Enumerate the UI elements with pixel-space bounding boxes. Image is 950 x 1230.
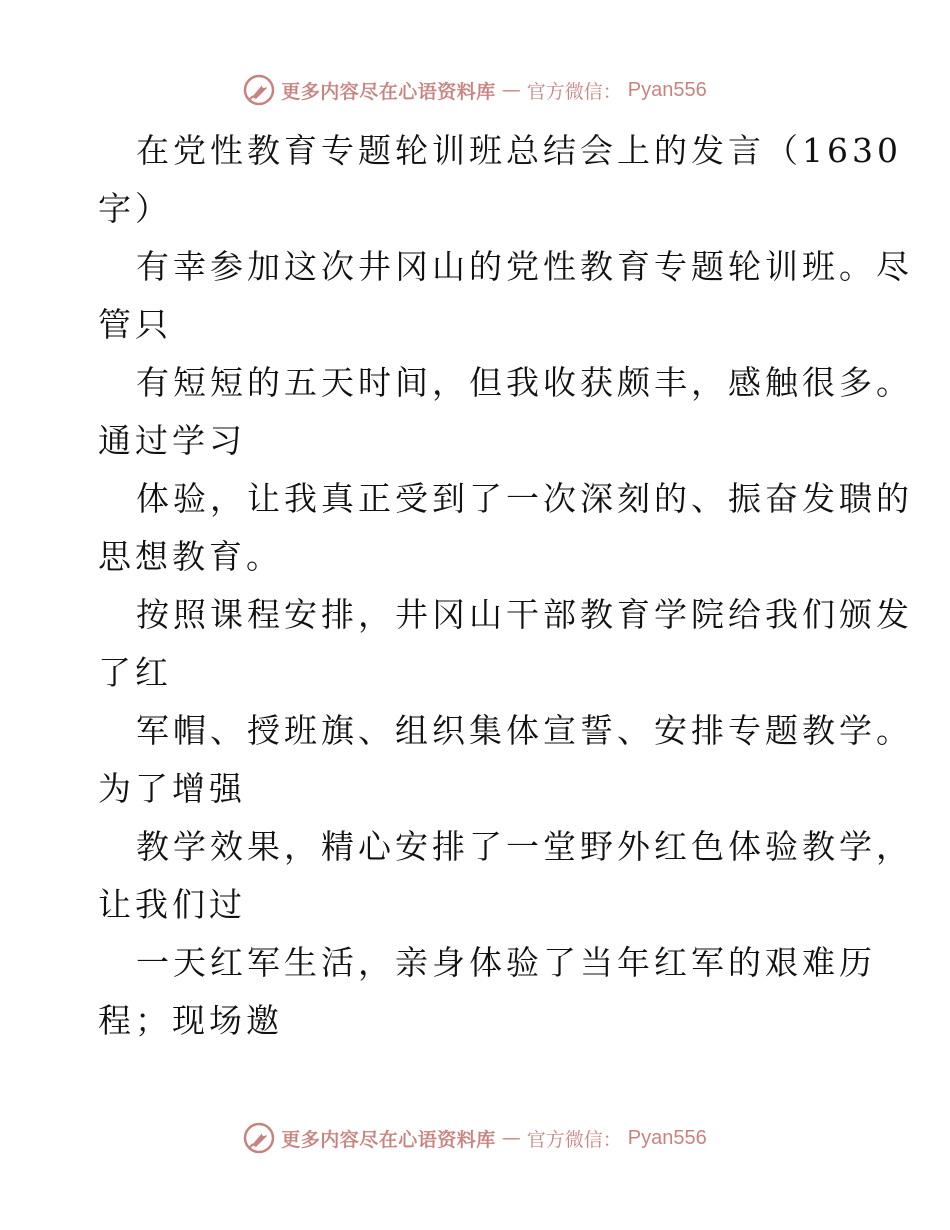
watermark-text: 更多内容尽在心语资料库 (281, 1128, 496, 1151)
document-line: 字） (98, 189, 172, 228)
document-line: 有幸参加这次井冈山的党性教育专题轮训班。尽 (136, 247, 913, 286)
pen-nib-logo-icon (243, 1122, 275, 1154)
watermark-separator: — (501, 1127, 521, 1149)
document-line: 按照课程安排，井冈山干部教育学院给我们颁发 (136, 595, 913, 634)
document-line: 体验，让我真正受到了一次深刻的、振奋发聩的 (136, 479, 913, 518)
document-line: 为了增强 (98, 769, 246, 808)
document-body (98, 122, 913, 1050)
watermark-wechat-label: 官方微信： (526, 80, 622, 103)
document-line: 有短短的五天时间，但我收获颇丰，感触很多。 (136, 363, 913, 402)
watermark-separator: — (501, 79, 521, 101)
document-line: 军帽、授班旗、组织集体宣誓、安排专题教学。 (136, 711, 913, 750)
watermark-text: 更多内容尽在心语资料库 (281, 80, 496, 103)
document-line: 教学效果，精心安排了一堂野外红色体验教学， (136, 827, 913, 866)
watermark-wechat-label: 官方微信： (526, 1128, 622, 1151)
document-line: 让我们过 (98, 885, 246, 924)
document-line: 了红 (98, 653, 172, 692)
footer-watermark (0, 1118, 950, 1158)
document-line: 通过学习 (98, 421, 246, 460)
document-line: 一天红军生活，亲身体验了当年红军的艰难历 (136, 943, 876, 982)
document-line: 管只 (98, 305, 172, 344)
watermark-wechat-id: Pyan556 (627, 78, 707, 101)
document-line: 程；现场邀 (98, 1001, 283, 1040)
document-line: 在党性教育专题轮训班总结会上的发言（1630 (136, 131, 902, 170)
watermark-wechat-id: Pyan556 (627, 1126, 707, 1149)
pen-nib-logo-icon (243, 74, 275, 106)
document-line: 思想教育。 (98, 537, 283, 576)
header-watermark (0, 70, 950, 110)
